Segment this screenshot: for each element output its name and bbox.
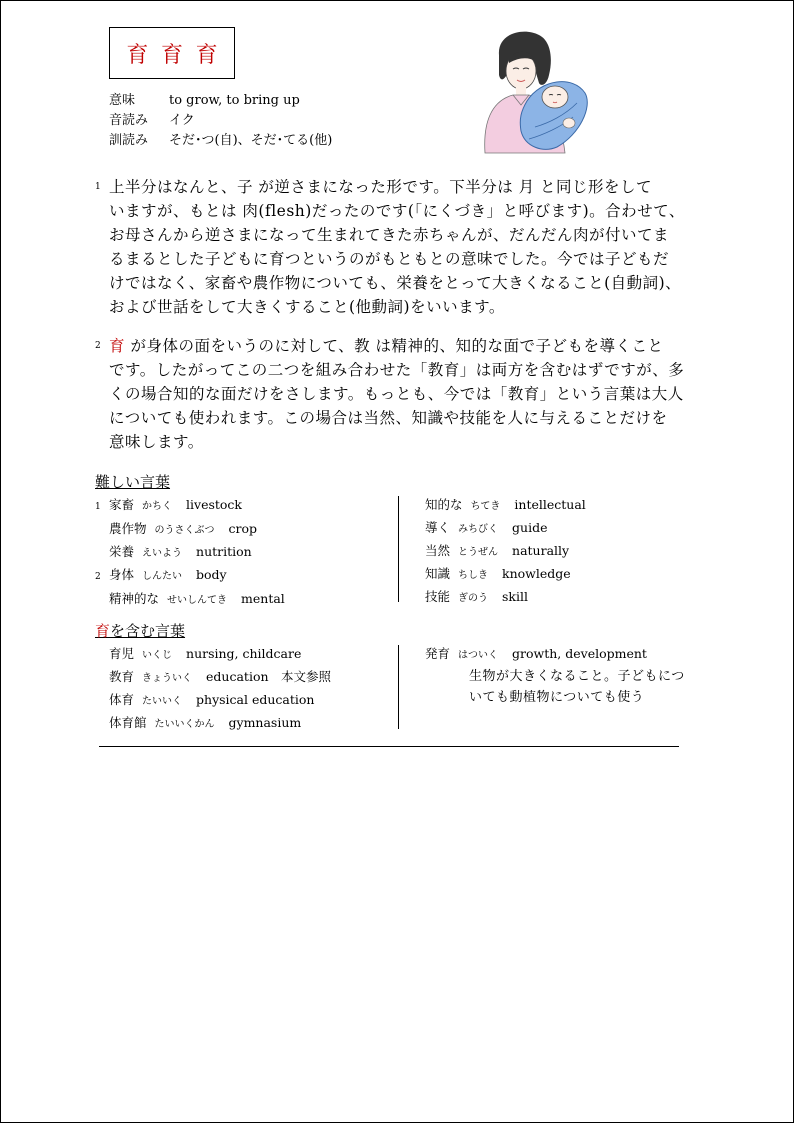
paragraph-2-line: くの場合知的な面だけをさします。もっとも、今では「教育」という言葉は大人 <box>109 385 684 403</box>
vocab-kanji: 精神的な <box>109 591 160 606</box>
vocab-english: crop <box>228 521 258 536</box>
compound-reading: いくじ <box>142 650 173 661</box>
compound-description-line: いても動植物についても使う <box>469 690 645 705</box>
explanation-paragraph-1 <box>95 175 705 319</box>
kanji-variant-3: 育 <box>195 42 218 68</box>
compound-row <box>109 689 331 712</box>
compound-english: physical education <box>196 692 315 707</box>
compound-row <box>109 666 331 689</box>
vocab-reading: えいよう <box>142 548 183 559</box>
vocab-row <box>425 517 586 540</box>
paragraph-1-line: るまるとした子どもに育つというのがもともとの意味でした。今では子どもだ <box>109 250 670 268</box>
vocab-kanji: 技能 <box>425 589 451 604</box>
kanji-title-box <box>109 27 235 79</box>
compounds-title-kanji: 育 <box>95 622 111 640</box>
vocab-reading: しんたい <box>142 571 183 582</box>
compounds-title <box>95 620 185 641</box>
paragraph-1-line: いますが、もとは 肉(flesh)だったのです(「にくづき」と呼びます)。合わせて、 <box>109 202 685 220</box>
vocab-reading: せいしんてき <box>167 595 228 606</box>
compound-description-line: 生物が大きくなること。子どもにつ <box>469 669 685 684</box>
paragraph-1-line: および世話をして大きくすること(他動詞)をいいます。 <box>109 298 505 316</box>
vocab-kanji: 知的な <box>425 497 463 512</box>
compound-row <box>109 712 331 735</box>
highlighted-kanji: 育 <box>109 337 126 355</box>
compounds-right <box>425 643 685 708</box>
paragraph-1-line: けではなく、家畜や農作物についても、栄養をとって大きくなること(自動詞)、 <box>109 274 682 292</box>
vocab-kanji: 身体 <box>109 567 135 582</box>
vocab-reading: とうぜん <box>458 547 499 558</box>
vocab-kanji: 農作物 <box>109 521 147 536</box>
compound-kanji: 育児 <box>109 646 135 661</box>
compound-description <box>425 666 685 708</box>
paragraph-1-line: お母さんから逆さまになって生まれてきた赤ちゃんが、だんだん肉が付いてま <box>109 226 670 244</box>
kun-reading-value: そだ･つ(自)、そだ･てる(他) <box>169 133 333 148</box>
compound-reading: はついく <box>458 650 499 661</box>
vocab-row <box>425 540 586 563</box>
vocab-english: body <box>196 567 227 582</box>
compound-row <box>425 643 685 666</box>
paragraph-2-line: 意味します。 <box>109 433 204 451</box>
compound-row <box>109 643 331 666</box>
compound-english: nursing, childcare <box>186 646 302 661</box>
on-reading-label: 音読み <box>109 113 149 128</box>
compound-kanji: 発育 <box>425 646 451 661</box>
vocab-mark: 2 <box>95 572 101 582</box>
vocab-english: naturally <box>512 543 570 558</box>
explanation-paragraph-2 <box>95 334 705 454</box>
vocab-kanji: 栄養 <box>109 544 135 559</box>
vocab-row <box>95 564 285 588</box>
vocab-english: mental <box>241 591 285 606</box>
compound-reading: たいいくかん <box>154 719 215 730</box>
compound-reading: きょういく <box>142 673 193 684</box>
vocab-reading: ぎのう <box>458 593 489 604</box>
vocab-row <box>95 494 285 518</box>
bottom-rule <box>99 746 679 747</box>
vocab-row <box>425 563 586 586</box>
vocab-row <box>95 541 285 564</box>
compounds-left <box>109 643 331 735</box>
vocab-row <box>425 494 586 517</box>
column-divider <box>398 645 399 729</box>
vocab-kanji: 導く <box>425 520 451 535</box>
meaning-value: to grow, to bring up <box>169 93 300 108</box>
vocab-english: knowledge <box>502 566 571 581</box>
vocab-english: intellectual <box>514 497 586 512</box>
vocab-row <box>95 518 285 541</box>
compound-kanji: 体育館 <box>109 715 147 730</box>
kanji-variant-1: 育 <box>126 42 149 68</box>
paragraph-2-first-text: が身体の面をいうのに対して、教 は精神的、知的な面で子どもを導くこと <box>125 337 664 355</box>
vocab-reading: のうさくぶつ <box>154 525 215 536</box>
vocab-mark: 1 <box>95 502 101 512</box>
paragraph-2-line: です。したがってこの二つを組み合わせた「教育」は両方を含むはずですが、多 <box>109 361 685 379</box>
paragraph-2-line <box>109 334 705 358</box>
on-reading-row <box>109 111 332 131</box>
compounds-title-text: を含む言葉 <box>110 622 186 640</box>
difficult-words-right <box>425 494 586 609</box>
compound-english: education 本文参照 <box>206 669 332 684</box>
vocab-kanji: 当然 <box>425 543 451 558</box>
compound-kanji: 体育 <box>109 692 135 707</box>
kanji-variant-2: 育 <box>160 42 183 68</box>
vocab-english: nutrition <box>196 544 252 559</box>
kun-reading-row <box>109 131 332 151</box>
vocab-english: skill <box>502 589 528 604</box>
paragraph-1-mark: 1 <box>95 182 102 192</box>
paragraph-2-line: についても使われます。この場合は当然、知識や技能を人に与えることだけを <box>109 409 668 427</box>
vocab-english: guide <box>512 520 548 535</box>
kun-reading-label: 訓読み <box>109 133 149 148</box>
compound-kanji: 教育 <box>109 669 135 684</box>
meaning-row <box>109 91 332 111</box>
column-divider <box>398 496 399 602</box>
vocab-english: livestock <box>186 497 243 512</box>
on-reading-value: イク <box>169 113 195 128</box>
mother-baby-illustration <box>469 23 609 155</box>
compound-english: growth, development <box>512 646 647 661</box>
paragraph-1-line: 上半分はなんと、子 が逆さまになった形です。下半分は 月 と同じ形をして <box>109 178 653 196</box>
vocab-reading: かちく <box>142 501 173 512</box>
vocab-kanji: 知識 <box>425 566 451 581</box>
compound-reading: たいいく <box>142 696 183 707</box>
vocab-kanji: 家畜 <box>109 497 135 512</box>
vocab-reading: ちしき <box>458 570 489 581</box>
vocab-reading: ちてき <box>470 501 501 512</box>
vocab-reading: みちびく <box>458 524 499 535</box>
vocab-row <box>95 588 285 611</box>
compound-english: gymnasium <box>228 715 302 730</box>
difficult-words-left <box>95 494 285 611</box>
paragraph-2-mark: 2 <box>95 341 102 351</box>
kanji-info <box>109 91 332 151</box>
difficult-words-title: 難しい言葉 <box>95 473 171 491</box>
meaning-label: 意味 <box>109 93 136 108</box>
vocab-row <box>425 586 586 609</box>
